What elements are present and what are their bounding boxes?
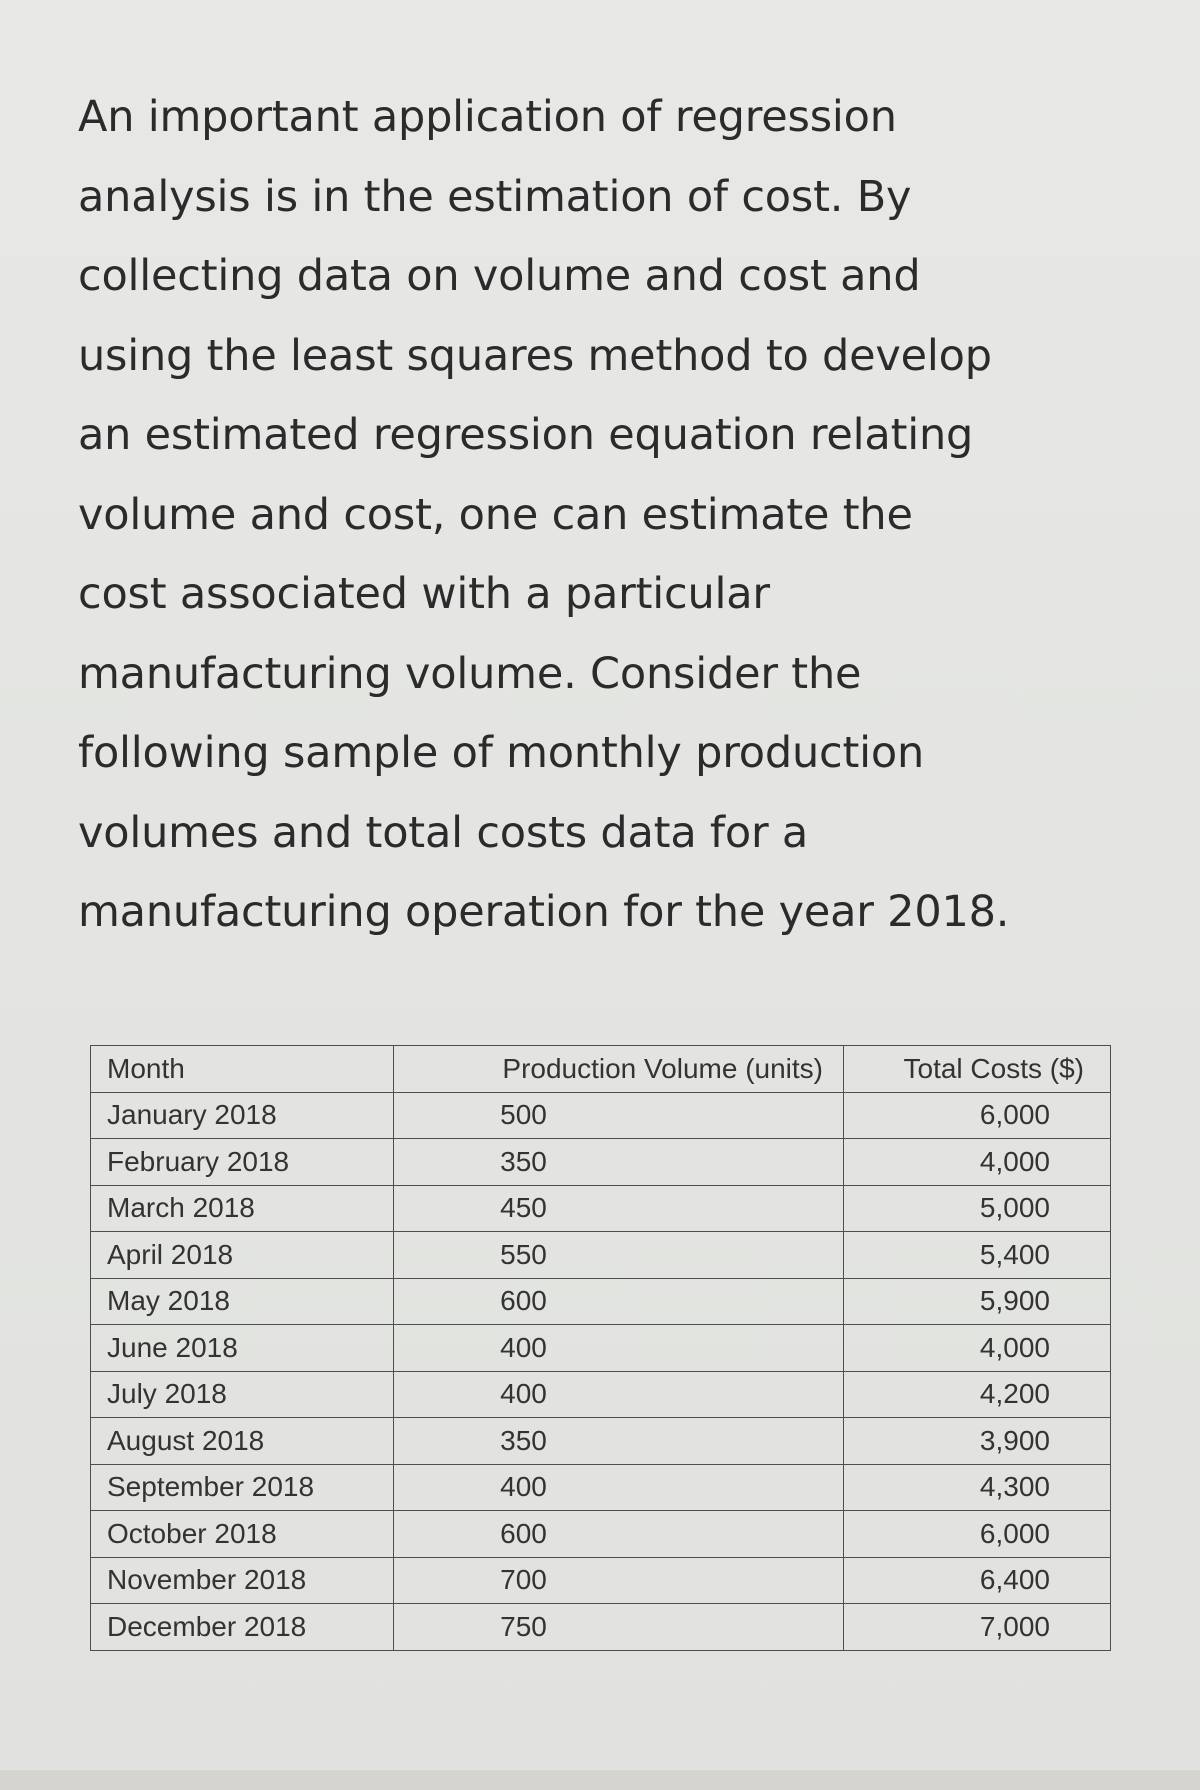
table-row: [91, 1464, 1111, 1511]
table-body: [91, 1092, 1111, 1650]
cell-production-volume: 550: [394, 1232, 844, 1279]
cell-total-costs: 6,000: [844, 1511, 1111, 1558]
paragraph-line: collecting data on volume and cost and: [78, 251, 921, 301]
paragraph-line: manufacturing volume. Consider the: [78, 648, 862, 699]
paragraph-line: volume and cost, one can estimate the: [78, 489, 913, 540]
paragraph-line: volumes and total costs data for a: [78, 807, 809, 858]
cell-total-costs: 4,000: [844, 1325, 1111, 1372]
cell-total-costs: 5,400: [844, 1232, 1111, 1279]
table-row: [91, 1604, 1111, 1651]
cell-production-volume: 350: [394, 1418, 844, 1465]
cell-month: April 2018: [91, 1232, 394, 1279]
cell-month: November 2018: [91, 1557, 394, 1604]
data-table-container: [90, 1045, 1110, 1655]
paragraph-line: using the least squares method to develop: [78, 330, 992, 381]
table-row: [91, 1185, 1111, 1232]
cell-month: July 2018: [91, 1371, 394, 1418]
table-row: [91, 1511, 1111, 1558]
column-header-production-volume: Production Volume (units): [394, 1046, 844, 1093]
cell-production-volume: 450: [394, 1185, 844, 1232]
cell-production-volume: 400: [394, 1371, 844, 1418]
table-row: [91, 1371, 1111, 1418]
cell-production-volume: 400: [394, 1464, 844, 1511]
cell-total-costs: 7,000: [844, 1604, 1111, 1651]
cell-total-costs: 5,000: [844, 1185, 1111, 1232]
cell-production-volume: 400: [394, 1325, 844, 1372]
column-header-month: Month: [91, 1046, 394, 1093]
cell-month: March 2018: [91, 1185, 394, 1232]
cell-production-volume: 700: [394, 1557, 844, 1604]
table-row: [91, 1278, 1111, 1325]
cell-total-costs: 5,900: [844, 1278, 1111, 1325]
cell-month: September 2018: [91, 1464, 394, 1511]
cell-production-volume: 750: [394, 1604, 844, 1651]
table-row: [91, 1092, 1111, 1139]
cell-total-costs: 6,400: [844, 1557, 1111, 1604]
cell-month: October 2018: [91, 1511, 394, 1558]
table-header-row: [91, 1046, 1111, 1093]
cell-production-volume: 600: [394, 1511, 844, 1558]
cell-month: February 2018: [91, 1139, 394, 1186]
table-row: [91, 1418, 1111, 1465]
cell-production-volume: 500: [394, 1092, 844, 1139]
paragraph-line: manufacturing operation for the year 2018.: [78, 887, 1010, 937]
bottom-edge: [0, 1770, 1200, 1790]
paragraph-line: analysis is in the estimation of cost. By: [78, 171, 912, 222]
table-row: [91, 1557, 1111, 1604]
paragraph-line: an estimated regression equation relating: [78, 410, 974, 460]
column-header-total-costs: Total Costs ($): [844, 1046, 1111, 1093]
cell-month: December 2018: [91, 1604, 394, 1651]
paragraph-line: An important application of regression: [78, 92, 897, 142]
cell-total-costs: 6,000: [844, 1092, 1111, 1139]
cell-production-volume: 350: [394, 1139, 844, 1186]
cell-total-costs: 4,300: [844, 1464, 1111, 1511]
table-row: [91, 1232, 1111, 1279]
cell-total-costs: 3,900: [844, 1418, 1111, 1465]
cell-month: January 2018: [91, 1092, 394, 1139]
cell-total-costs: 4,200: [844, 1371, 1111, 1418]
cell-month: August 2018: [91, 1418, 394, 1465]
table-row: [91, 1139, 1111, 1186]
cell-production-volume: 600: [394, 1278, 844, 1325]
problem-paragraph: [78, 78, 1138, 953]
cell-month: May 2018: [91, 1278, 394, 1325]
paragraph-line: cost associated with a particular: [78, 569, 770, 619]
cell-total-costs: 4,000: [844, 1139, 1111, 1186]
paragraph-line: following sample of monthly production: [78, 728, 925, 778]
table-row: [91, 1325, 1111, 1372]
cell-month: June 2018: [91, 1325, 394, 1372]
production-cost-table: [90, 1045, 1111, 1651]
